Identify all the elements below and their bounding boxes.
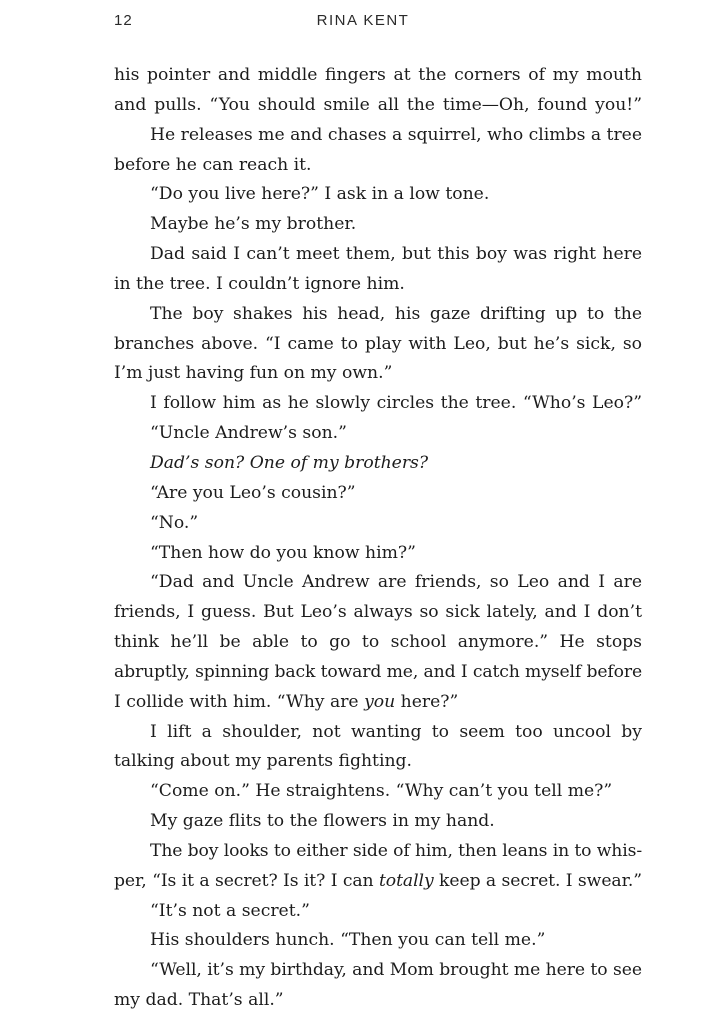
- text-line: branches above. “I came to play with Leo, but he’s sick, so: [114, 333, 642, 354]
- text-line: I lift a shoulder, not wanting to seem too uncool by: [150, 721, 642, 742]
- text-line: think he’ll be able to go to school anymore.” He stops: [114, 632, 642, 653]
- text-line: I collide with him. “Why are you here?”: [114, 691, 459, 712]
- text-line: Dad’s son? One of my brothers?: [150, 452, 429, 473]
- emphasis-text: you: [364, 691, 396, 712]
- emphasis-text: totally: [378, 870, 434, 891]
- text-line: “It’s not a secret.”: [150, 900, 310, 921]
- text-line: The boy looks to either side of him, then leans in to whis-: [150, 840, 643, 861]
- text-line: “Dad and Uncle Andrew are friends, so Leo and I are: [150, 572, 642, 593]
- text-line: per, “Is it a secret? Is it? I can totally keep a secret. I swear.”: [114, 870, 642, 891]
- text-line: abruptly, spinning back toward me, and I catch myself before: [114, 661, 643, 682]
- body-text: [114, 61, 642, 1016]
- page-header: [0, 12, 726, 36]
- text-line: “Uncle Andrew’s son.”: [150, 423, 347, 444]
- text-line: Dad said I can’t meet them, but this boy was right here: [150, 244, 642, 265]
- text-line: I’m just having fun on my own.”: [114, 363, 393, 384]
- text-line: “Well, it’s my birthday, and Mom brought me here to see: [150, 960, 642, 981]
- text-line: Maybe he’s my brother.: [150, 214, 357, 235]
- page-number: 12: [114, 12, 133, 29]
- text-line: The boy shakes his head, his gaze drifting up to the: [150, 303, 642, 324]
- text-line: friends, I guess. But Leo’s always so sick lately, and I don’t: [114, 602, 642, 623]
- text-line: “No.”: [150, 512, 199, 533]
- text-line: He releases me and chases a squirrel, who climbs a tree: [150, 124, 642, 145]
- text-line: “Are you Leo’s cousin?”: [150, 482, 356, 503]
- text-line: “Do you live here?” I ask in a low tone.: [150, 184, 490, 205]
- text-line: talking about my parents fighting.: [114, 751, 412, 772]
- text-line: before he can reach it.: [114, 154, 312, 175]
- text-line: his pointer and middle fingers at the corners of my mouth: [114, 65, 642, 85]
- text-line: my dad. That’s all.”: [114, 990, 284, 1011]
- running-head-author: RINA KENT: [316, 12, 410, 29]
- text-line: I follow him as he slowly circles the tree. “Who’s Leo?”: [150, 393, 642, 414]
- text-line: and pulls. “You should smile all the time—Oh, found you!”: [114, 94, 642, 115]
- text-line: My gaze flits to the flowers in my hand.: [150, 811, 495, 832]
- text-line: in the tree. I couldn’t ignore him.: [114, 273, 405, 294]
- text-line: “Then how do you know him?”: [150, 542, 416, 563]
- text-line: His shoulders hunch. “Then you can tell me.”: [150, 930, 546, 951]
- text-line: “Come on.” He straightens. “Why can’t you tell me?”: [150, 781, 613, 802]
